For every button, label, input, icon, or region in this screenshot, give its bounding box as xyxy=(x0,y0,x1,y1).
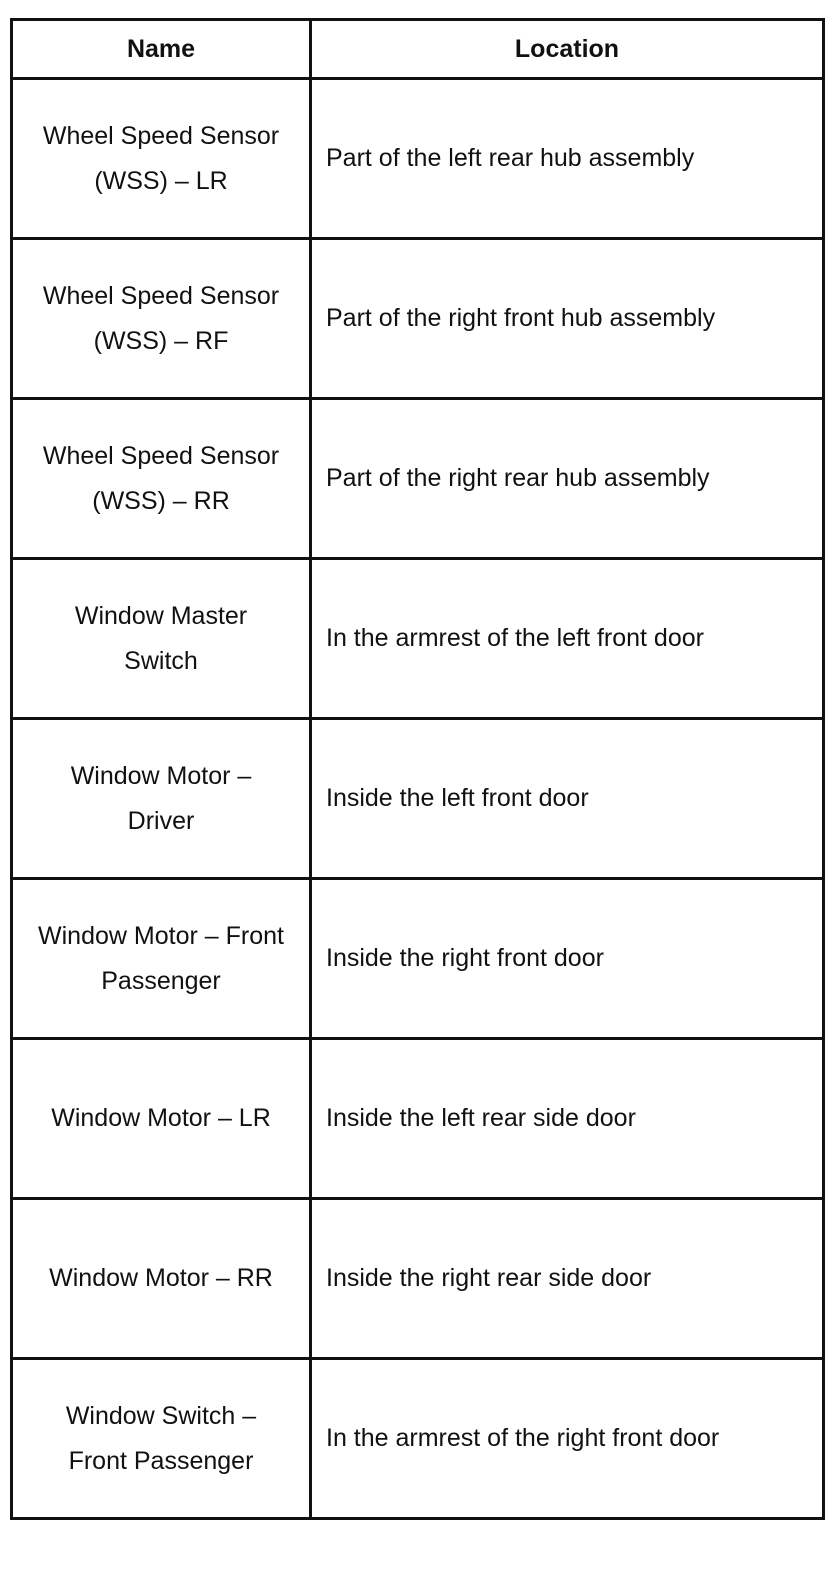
location-cell: Part of the right front hub assembly xyxy=(311,239,824,399)
table-row xyxy=(12,1359,824,1519)
table-row xyxy=(12,559,824,719)
table-row xyxy=(12,719,824,879)
table-row xyxy=(12,399,824,559)
location-cell: Inside the right front door xyxy=(311,879,824,1039)
name-cell xyxy=(12,1359,311,1519)
location-cell: Part of the left rear hub assembly xyxy=(311,79,824,239)
table-row xyxy=(12,239,824,399)
component-name: Window Master Switch xyxy=(74,601,248,675)
component-name: Window Motor – Driver xyxy=(70,761,252,835)
table-row xyxy=(12,1199,824,1359)
component-name: Window Switch – Front Passenger xyxy=(65,1401,257,1475)
name-cell xyxy=(12,1039,311,1199)
name-cell xyxy=(12,1199,311,1359)
name-cell xyxy=(12,399,311,559)
component-location-table xyxy=(10,18,825,1520)
name-cell xyxy=(12,79,311,239)
table-row xyxy=(12,1039,824,1199)
component-name: Window Motor – RR xyxy=(49,1264,273,1292)
location-cell: Inside the left front door xyxy=(311,719,824,879)
component-name: Window Motor – LR xyxy=(51,1104,271,1132)
table-row xyxy=(12,79,824,239)
name-cell xyxy=(12,879,311,1039)
component-name: Wheel Speed Sensor (WSS) – LR xyxy=(42,121,280,195)
location-cell: Inside the right rear side door xyxy=(311,1199,824,1359)
location-cell: In the armrest of the right front door xyxy=(311,1359,824,1519)
table-row xyxy=(12,879,824,1039)
location-cell: Inside the left rear side door xyxy=(311,1039,824,1199)
name-cell xyxy=(12,719,311,879)
component-name: Wheel Speed Sensor (WSS) – RR xyxy=(42,441,280,515)
table-header-row xyxy=(12,20,824,79)
location-cell: Part of the right rear hub assembly xyxy=(311,399,824,559)
name-cell xyxy=(12,239,311,399)
component-location-table-container xyxy=(10,18,822,1520)
component-name: Window Motor – Front Passenger xyxy=(38,921,284,995)
location-cell: In the armrest of the left front door xyxy=(311,559,824,719)
name-cell xyxy=(12,559,311,719)
column-header-name: Name xyxy=(12,20,311,79)
column-header-location: Location xyxy=(311,20,824,79)
component-name: Wheel Speed Sensor (WSS) – RF xyxy=(42,281,280,355)
